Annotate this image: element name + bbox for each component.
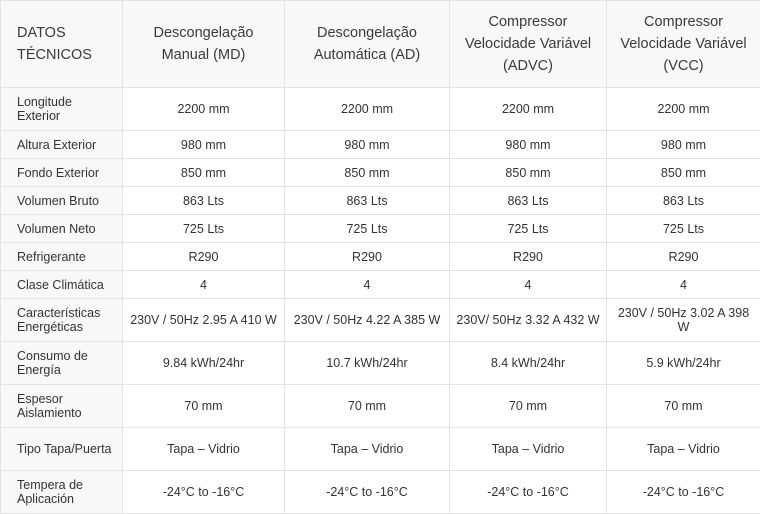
row-label: Refrigerante — [1, 243, 123, 271]
table-cell: 8.4 kWh/24hr — [450, 342, 607, 385]
table-row — [1, 385, 760, 428]
table-cell: 863 Lts — [123, 187, 285, 215]
table-row — [1, 131, 760, 159]
table-row — [1, 271, 760, 299]
table-cell: Tapa – Vidrio — [607, 428, 760, 471]
table-cell: 980 mm — [450, 131, 607, 159]
table-cell: 70 mm — [123, 385, 285, 428]
table-cell: 230V/ 50Hz 3.32 A 432 W — [450, 299, 607, 342]
table-cell: 980 mm — [123, 131, 285, 159]
table-cell: 230V / 50Hz 2.95 A 410 W — [123, 299, 285, 342]
header-compressor-vcc: Compressor Velocidade Variável (VCC) — [607, 1, 760, 88]
table-cell: 230V / 50Hz 4.22 A 385 W — [285, 299, 450, 342]
table-row — [1, 342, 760, 385]
table-cell: R290 — [607, 243, 760, 271]
table-row — [1, 159, 760, 187]
table-cell: -24°C to -16°C — [607, 471, 760, 514]
table-cell: 725 Lts — [450, 215, 607, 243]
table-row — [1, 299, 760, 342]
table-cell: 863 Lts — [285, 187, 450, 215]
header-compressor-advc: Compressor Velocidade Variável (ADVC) — [450, 1, 607, 88]
row-label: Consumo de Energía — [1, 342, 123, 385]
table-header — [1, 1, 760, 88]
row-label: Espesor Aislamiento — [1, 385, 123, 428]
table-cell: 5.9 kWh/24hr — [607, 342, 760, 385]
row-label: Fondo Exterior — [1, 159, 123, 187]
row-label: Altura Exterior — [1, 131, 123, 159]
header-datos-tecnicos: DATOS TÉCNICOS — [1, 1, 123, 88]
row-label: Clase Climática — [1, 271, 123, 299]
table-cell: 2200 mm — [450, 88, 607, 131]
table-cell: 70 mm — [607, 385, 760, 428]
table-cell: 4 — [285, 271, 450, 299]
table-cell: 850 mm — [607, 159, 760, 187]
table-cell: 725 Lts — [123, 215, 285, 243]
table-row — [1, 88, 760, 131]
table-cell: -24°C to -16°C — [123, 471, 285, 514]
table-cell: -24°C to -16°C — [285, 471, 450, 514]
header-automatic-defrost: Descongelação Automática (AD) — [285, 1, 450, 88]
row-label: Características Energéticas — [1, 299, 123, 342]
table-cell: 980 mm — [607, 131, 760, 159]
header-row — [1, 1, 760, 88]
table-row — [1, 428, 760, 471]
table-cell: R290 — [285, 243, 450, 271]
table-cell: Tapa – Vidrio — [123, 428, 285, 471]
row-label: Tempera de Aplicación — [1, 471, 123, 514]
table-cell: 725 Lts — [607, 215, 760, 243]
table-cell: Tapa – Vidrio — [285, 428, 450, 471]
header-manual-defrost: Descongelação Manual (MD) — [123, 1, 285, 88]
table-cell: 850 mm — [123, 159, 285, 187]
table-cell: 2200 mm — [607, 88, 760, 131]
row-label: Tipo Tapa/Puerta — [1, 428, 123, 471]
table-cell: 70 mm — [285, 385, 450, 428]
table-cell: 10.7 kWh/24hr — [285, 342, 450, 385]
table-cell: 4 — [607, 271, 760, 299]
table-cell: R290 — [450, 243, 607, 271]
table-cell: 980 mm — [285, 131, 450, 159]
table-cell: 725 Lts — [285, 215, 450, 243]
table-cell: R290 — [123, 243, 285, 271]
table-cell: 230V / 50Hz 3.02 A 398 W — [607, 299, 760, 342]
table-cell: 9.84 kWh/24hr — [123, 342, 285, 385]
row-label: Volumen Neto — [1, 215, 123, 243]
table-cell: 4 — [123, 271, 285, 299]
table-cell: 850 mm — [450, 159, 607, 187]
table-row — [1, 471, 760, 514]
table-row — [1, 187, 760, 215]
table-row — [1, 243, 760, 271]
row-label: Longitude Exterior — [1, 88, 123, 131]
table-body — [1, 88, 760, 514]
table-cell: 850 mm — [285, 159, 450, 187]
table-cell: 70 mm — [450, 385, 607, 428]
table-cell: 4 — [450, 271, 607, 299]
table-cell: -24°C to -16°C — [450, 471, 607, 514]
table-cell: 863 Lts — [607, 187, 760, 215]
row-label: Volumen Bruto — [1, 187, 123, 215]
table-cell: 863 Lts — [450, 187, 607, 215]
table-cell: 2200 mm — [285, 88, 450, 131]
table-cell: Tapa – Vidrio — [450, 428, 607, 471]
table-row — [1, 215, 760, 243]
table-cell: 2200 mm — [123, 88, 285, 131]
